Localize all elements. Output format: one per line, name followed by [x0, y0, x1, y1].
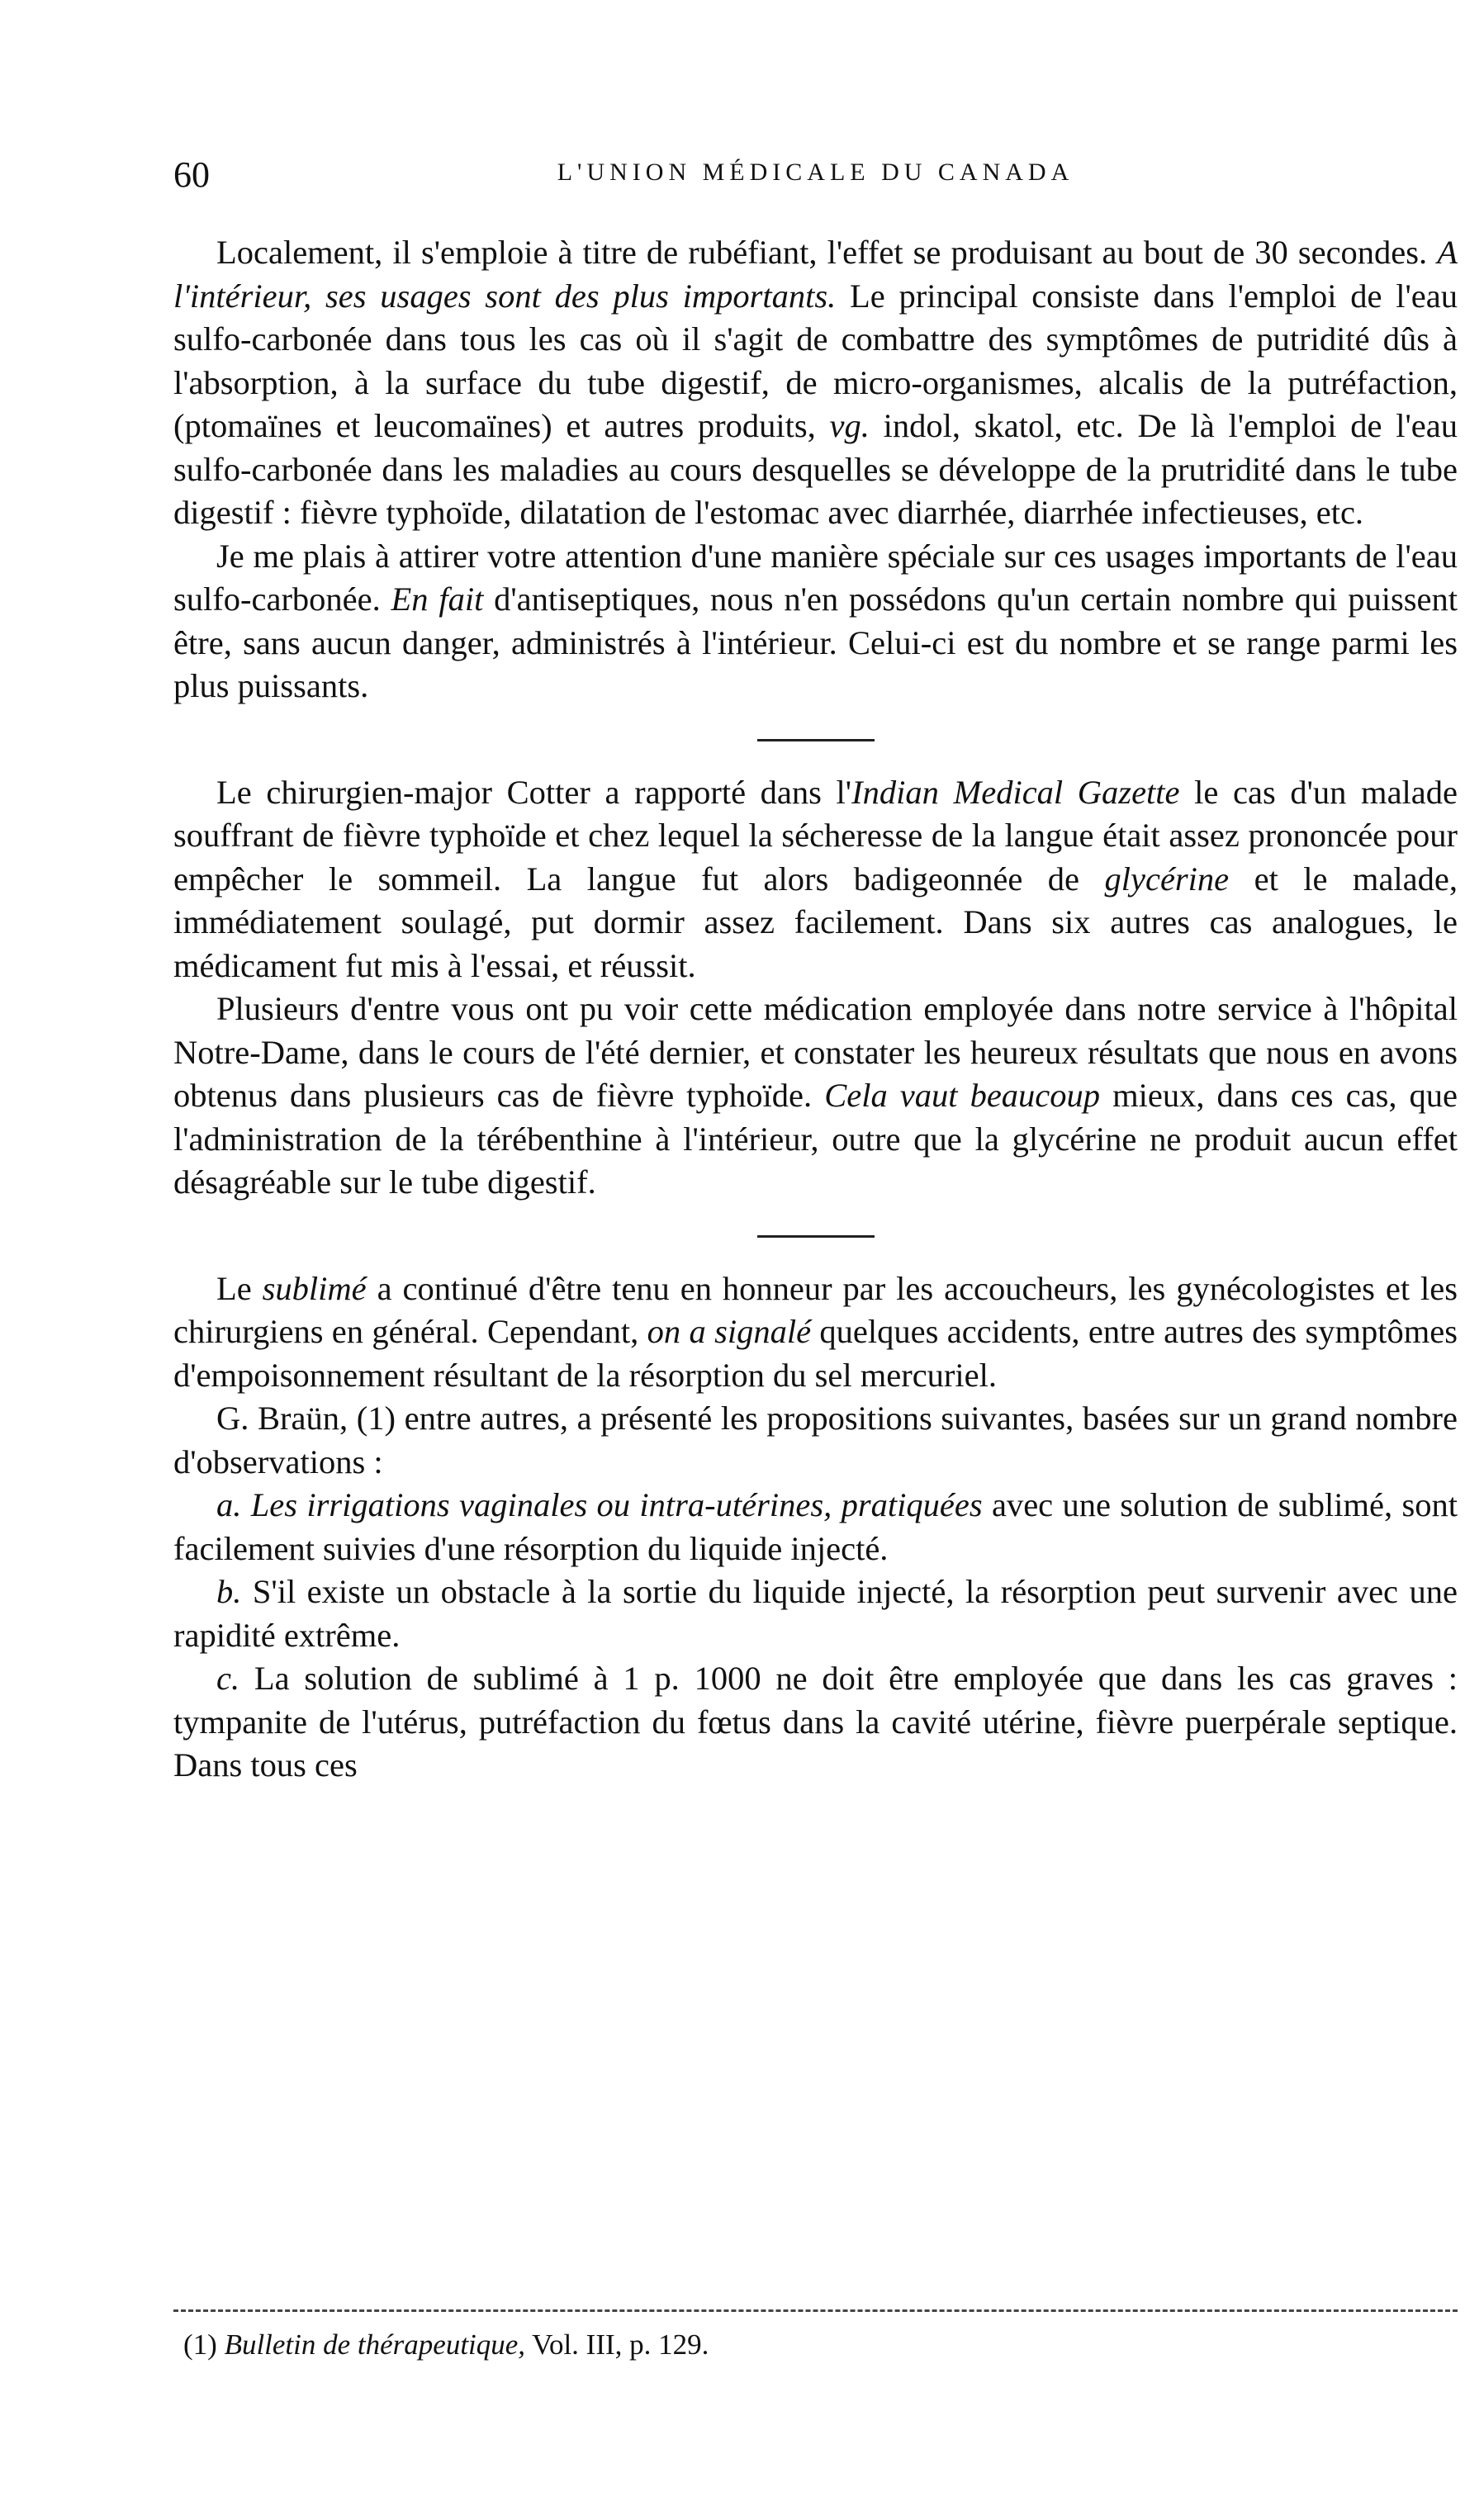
text-run: Le chirurgien-major Cotter a rapporté dans l'	[216, 773, 852, 811]
body-text	[173, 231, 1458, 1788]
text-run: Vol. III, p. 129.	[525, 2328, 709, 2361]
italic-text: vg.	[829, 407, 870, 444]
text-run: Plusieurs d'entre vous ont pu voir cette médication employée dans notre service à l'hôpital Notre-Dame, dans le cours de l'été dernier, et constater les heureux résultats que nous en avons obtenus dans plusieurs cas de fièvre typhoïde.	[173, 990, 1458, 1114]
italic-text: on a signalé	[647, 1313, 812, 1350]
text-run: Le	[216, 1269, 263, 1307]
paragraph	[173, 771, 1458, 988]
text-run: mieux, dans ces cas, que l'administration de la térébenthine à l'intérieur, outre que la glycérine ne produit aucun effet désagréable sur le tube digestif.	[173, 1077, 1458, 1201]
italic-text: En fait	[391, 580, 484, 618]
italic-text: Bulletin de thérapeutique,	[224, 2328, 526, 2361]
section-separator	[757, 1235, 875, 1238]
section-separator	[757, 739, 875, 741]
footnote-rule	[173, 2309, 1458, 2312]
text-run: S'il existe un obstacle à la sortie du liquide injecté, la résorption peut survenir avec une rapidité extrême.	[173, 1573, 1458, 1654]
footnote	[183, 2327, 1455, 2363]
italic-text: A l'intérieur, ses usages sont des plus importants.	[173, 234, 1458, 315]
text-run: Localement, il s'emploie à titre de rubéfiant, l'effet se produisant au bout de 30 secondes.	[216, 234, 1438, 271]
text-run: Je me plais à attirer votre attention d'une manière spéciale sur ces usages importants de l'eau sulfo-carbonée.	[173, 537, 1458, 618]
text-run: G. Braün, (1) entre autres, a présenté les propositions suivantes, basées sur un grand nombre d'observations :	[173, 1400, 1458, 1480]
paragraph	[173, 988, 1458, 1205]
running-head	[173, 154, 1458, 203]
italic-text: Indian Medical Gazette	[851, 773, 1180, 811]
paragraph	[173, 1484, 1458, 1570]
text-run: avec une solution de sublimé, sont facilement suivies d'une résorption du liquide injecté.	[173, 1486, 1458, 1567]
text-run: quelques accidents, entre autres des symptômes d'empoisonnement résultant de la résorption du sel mercuriel.	[173, 1313, 1458, 1394]
text-run: La solution de sublimé à 1 p. 1000 ne doit être employée que dans les cas graves : tympanite de l'utérus, putréfaction du fœtus dans la cavité utérine, fièvre puerpérale septique. Dans tous ces	[173, 1660, 1458, 1783]
paragraph	[173, 1657, 1458, 1788]
italic-text: b.	[216, 1573, 242, 1610]
paragraph	[173, 231, 1458, 535]
text-run: indol, skatol, etc. De là l'emploi de l'eau sulfo-carbonée dans les maladies au cours desquelles se développe de la prutridité dans le tube digestif : fièvre typhoïde, dilatation de l'estomac avec diarrhée, diarrhée infectieuses, etc.	[173, 407, 1458, 531]
text-run: (1)	[183, 2328, 225, 2361]
paragraph	[173, 1570, 1458, 1657]
text-run: le cas d'un malade souffrant de fièvre typhoïde et chez lequel la sécheresse de la langue était assez prononcée pour empêcher le sommeil. La langue fut alors badigeonnée de	[173, 773, 1458, 898]
italic-text: c.	[216, 1660, 240, 1697]
text-run: d'antiseptiques, nous n'en possédons qu'un certain nombre qui puissent être, sans aucun danger, administrés à l'intérieur. Celui-ci est du nombre et se range parmi les plus puissants.	[173, 580, 1458, 704]
paragraph	[173, 535, 1458, 708]
paragraph	[173, 1397, 1458, 1484]
journal-title: L'UNION MÉDICALE DU CANADA	[557, 159, 1074, 186]
italic-text: a. Les irrigations vaginales ou intra-utérines, pratiquées	[216, 1486, 983, 1523]
page-number: 60	[173, 154, 210, 195]
italic-text: glycérine	[1104, 860, 1230, 898]
italic-text: Cela vaut beaucoup	[824, 1077, 1101, 1114]
text-run: Le principal consiste dans l'emploi de l'eau sulfo-carbonée dans tous les cas où il s'agit de combattre des symptômes de putridité dûs à l'absorption, à la surface du tube digestif, de micro-organismes, alcalis de la putréfaction, (ptomaïnes et leucomaïnes) et autres produits,	[173, 277, 1458, 444]
paragraph	[173, 1267, 1458, 1398]
text-run: a continué d'être tenu en honneur par les accoucheurs, les gynécologistes et les chirurgiens en général. Cependant,	[173, 1269, 1458, 1350]
italic-text: sublimé	[262, 1269, 367, 1307]
text-run: et le malade, immédiatement soulagé, put dormir assez facilement. Dans six autres cas analogues, le médicament fut mis à l'essai, et réussit.	[173, 860, 1458, 984]
